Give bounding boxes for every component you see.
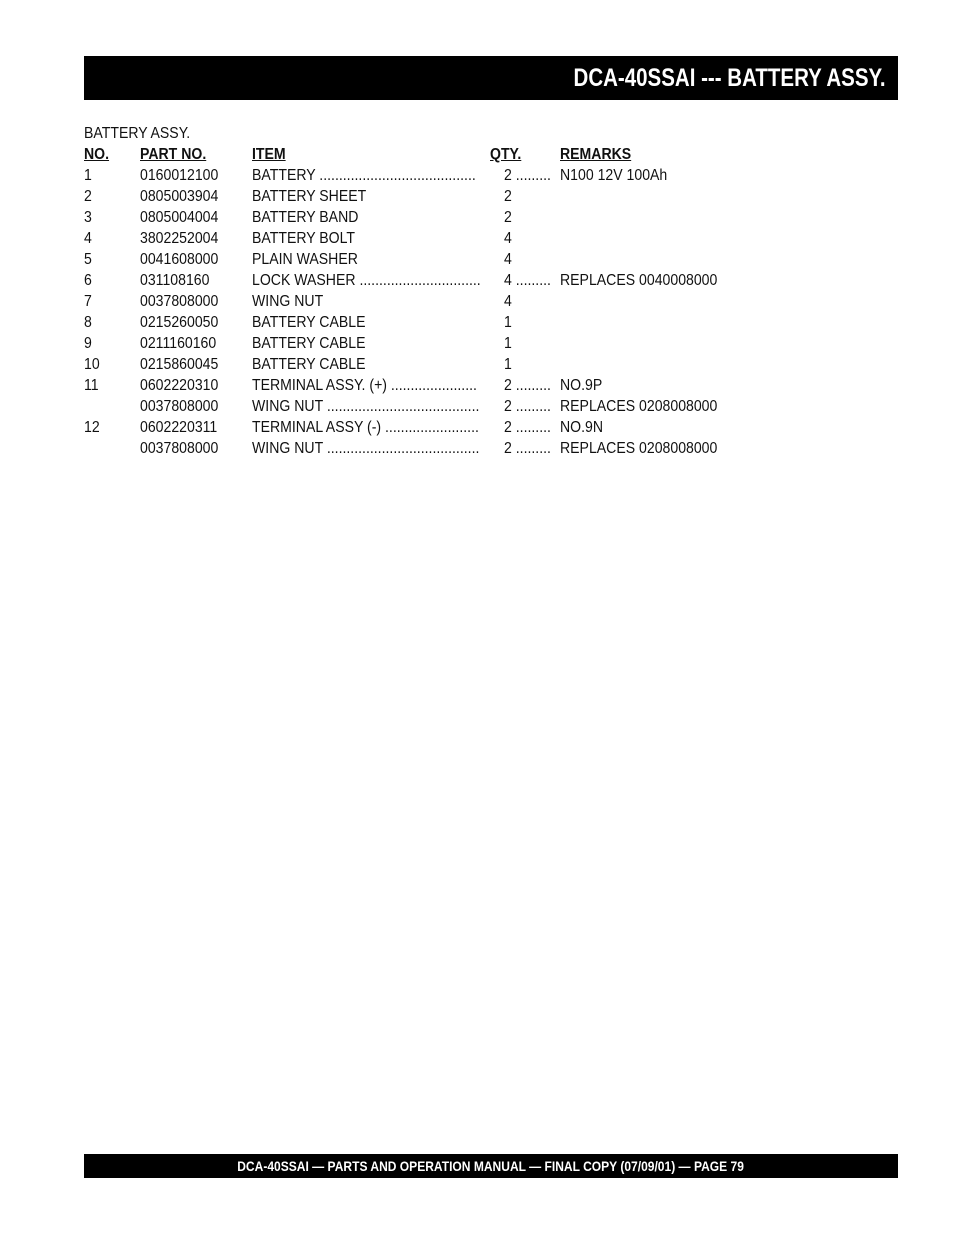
row-qty: 2 ......... — [504, 167, 551, 184]
row-remarks: NO.9N — [560, 419, 604, 436]
table-row — [84, 270, 784, 291]
row-qty: 2 ......... — [504, 419, 551, 436]
row-no: 10 — [84, 356, 100, 373]
row-part-no: 0160012100 — [140, 167, 219, 184]
row-qty: 4 — [504, 251, 512, 268]
row-item: TERMINAL ASSY. (+) ...................... — [252, 377, 477, 394]
row-item: WING NUT — [252, 293, 324, 310]
row-no: 12 — [84, 419, 100, 436]
row-remarks: N100 12V 100Ah — [560, 167, 668, 184]
row-part-no: 0805004004 — [140, 209, 219, 226]
row-part-no: 0602220310 — [140, 377, 219, 394]
row-qty: 1 — [504, 356, 512, 373]
row-no: 4 — [84, 230, 92, 247]
table-row — [84, 354, 784, 375]
table-row — [84, 228, 784, 249]
row-item: TERMINAL ASSY (-) ........................ — [252, 419, 479, 436]
row-no: 9 — [84, 335, 92, 352]
row-remarks: REPLACES 0208008000 — [560, 440, 718, 457]
row-qty: 4 — [504, 293, 512, 310]
row-item: BATTERY CABLE — [252, 314, 366, 331]
row-qty: 1 — [504, 314, 512, 331]
row-no: 8 — [84, 314, 92, 331]
row-remarks: NO.9P — [560, 377, 603, 394]
row-item: BATTERY CABLE — [252, 335, 366, 352]
row-item: BATTERY BOLT — [252, 230, 356, 247]
table-row — [84, 438, 784, 459]
row-qty: 4 — [504, 230, 512, 247]
table-row — [84, 396, 784, 417]
section-label: BATTERY ASSY. — [84, 125, 191, 142]
column-header-item: ITEM — [252, 146, 286, 163]
row-qty: 2 ......... — [504, 440, 551, 457]
row-part-no: 0805003904 — [140, 188, 219, 205]
row-part-no: 0215260050 — [140, 314, 219, 331]
row-part-no: 031108160 — [140, 272, 210, 289]
page-footer-text — [84, 1154, 898, 1178]
row-no: 11 — [84, 377, 99, 394]
row-no: 7 — [84, 293, 92, 310]
column-header-no: NO. — [84, 146, 110, 163]
row-item: BATTERY ........................................ — [252, 167, 476, 184]
row-qty: 2 ......... — [504, 398, 551, 415]
column-header-remarks: REMARKS — [560, 146, 632, 163]
row-no: 2 — [84, 188, 92, 205]
page-header-bar — [84, 56, 898, 100]
row-part-no: 3802252004 — [140, 230, 219, 247]
row-part-no: 0037808000 — [140, 440, 219, 457]
table-row — [84, 165, 784, 186]
row-no: 1 — [84, 167, 92, 184]
page-footer-bar — [84, 1154, 898, 1178]
footer-label: DCA-40SSAI — PARTS AND OPERATION MANUAL — FINAL COPY (07/09/01) — PAGE 79 — [237, 1158, 745, 1174]
parts-list — [84, 123, 784, 459]
row-remarks: REPLACES 0208008000 — [560, 398, 718, 415]
table-row — [84, 375, 784, 396]
row-remarks: REPLACES 0040008000 — [560, 272, 718, 289]
section-label-row — [84, 123, 784, 144]
row-qty: 2 — [504, 209, 512, 226]
row-part-no: 0041608000 — [140, 251, 219, 268]
page-title: DCA-40SSAI --- BATTERY ASSY. — [573, 64, 886, 92]
parts-rows — [84, 165, 784, 459]
row-part-no: 0215860045 — [140, 356, 219, 373]
row-part-no: 0211160160 — [140, 335, 217, 352]
table-row — [84, 312, 784, 333]
column-header-part-no: PART NO. — [140, 146, 207, 163]
table-row — [84, 249, 784, 270]
row-part-no: 0037808000 — [140, 398, 219, 415]
row-no: 5 — [84, 251, 92, 268]
row-qty: 2 — [504, 188, 512, 205]
column-header-row — [84, 144, 784, 165]
row-part-no: 0602220311 — [140, 419, 218, 436]
table-row — [84, 291, 784, 312]
table-row — [84, 333, 784, 354]
table-row — [84, 186, 784, 207]
row-qty: 1 — [504, 335, 512, 352]
row-no: 6 — [84, 272, 92, 289]
row-no: 3 — [84, 209, 92, 226]
row-item: BATTERY CABLE — [252, 356, 366, 373]
row-item: WING NUT ....................................... — [252, 440, 480, 457]
table-row — [84, 207, 784, 228]
table-row — [84, 417, 784, 438]
row-item: WING NUT ....................................... — [252, 398, 480, 415]
row-item: LOCK WASHER ............................... — [252, 272, 481, 289]
row-qty: 4 ......... — [504, 272, 551, 289]
row-item: BATTERY BAND — [252, 209, 359, 226]
column-header-qty: QTY. — [490, 146, 522, 163]
row-qty: 2 ......... — [504, 377, 551, 394]
row-item: BATTERY SHEET — [252, 188, 367, 205]
row-item: PLAIN WASHER — [252, 251, 358, 268]
row-part-no: 0037808000 — [140, 293, 219, 310]
